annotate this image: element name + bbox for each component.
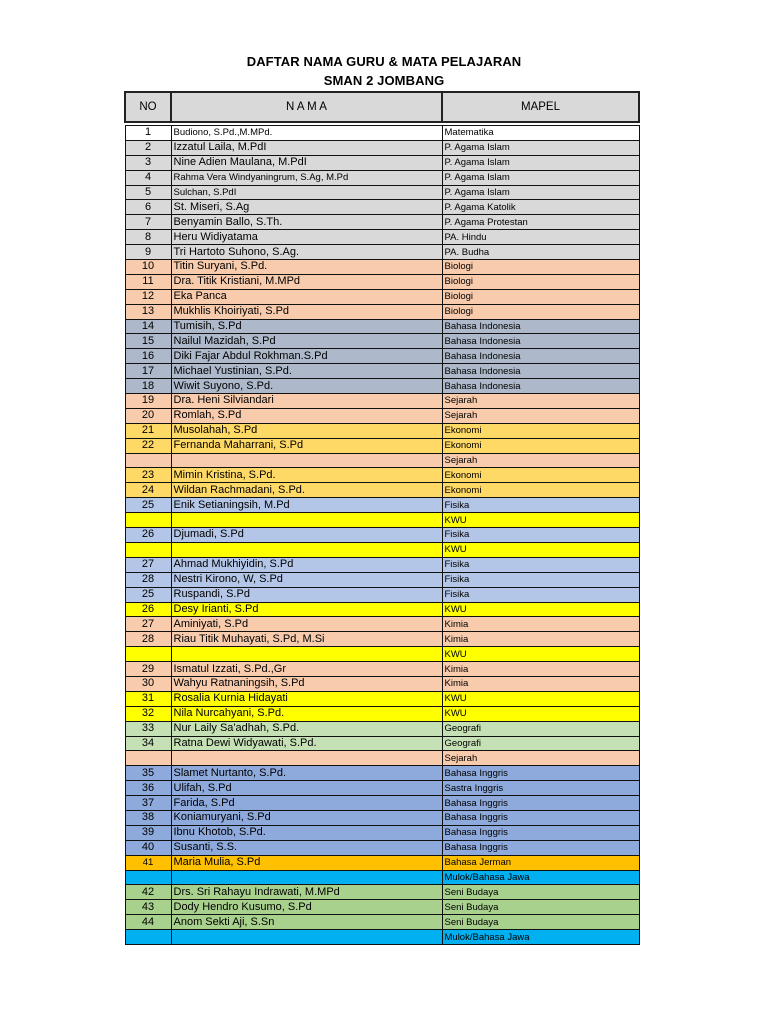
row-mapel: P. Agama Protestan [442,215,639,230]
row-no: 31 [125,691,171,706]
row-mapel: Fisika [442,557,639,572]
row-nama: Heru Widiyatama [171,230,442,245]
row-no: 22 [125,438,171,453]
row-nama: Fernanda Maharrani, S.Pd [171,438,442,453]
table-row [125,572,639,587]
table-row [125,260,639,275]
row-mapel: KWU [442,691,639,706]
row-no: 36 [125,781,171,796]
row-mapel: Biologi [442,274,639,289]
row-nama: Dra. Heni Silviandari [171,394,442,409]
table-row [125,706,639,721]
row-nama: Susanti, S.S. [171,840,442,855]
table-row [125,885,639,900]
row-no: 9 [125,245,171,260]
row-nama: Ahmad Mukhiyidin, S.Pd [171,557,442,572]
row-nama: Izzatul Laila, M.PdI [171,140,442,155]
row-mapel: KWU [442,513,639,528]
row-no: 35 [125,766,171,781]
row-mapel: Fisika [442,587,639,602]
table-row [125,483,639,498]
row-mapel: Bahasa Inggris [442,766,639,781]
row-no: 2 [125,140,171,155]
row-nama: Desy Irianti, S.Pd [171,602,442,617]
row-mapel: Matematika [442,126,639,141]
row-mapel: KWU [442,706,639,721]
table-row [125,364,639,379]
table-row [125,632,639,647]
row-mapel: PA. Budha [442,245,639,260]
row-no: 37 [125,796,171,811]
row-nama: Titin Suryani, S.Pd. [171,260,442,275]
header-nama: N A M A [171,92,442,122]
row-nama: Koniamuryani, S.Pd [171,810,442,825]
row-nama: Sulchan, S.PdI [171,185,442,200]
table-row [125,245,639,260]
table-row [125,289,639,304]
row-nama: St. Miseri, S.Ag [171,200,442,215]
row-nama: Musolahah, S.Pd [171,423,442,438]
row-no: 17 [125,364,171,379]
table-row [125,334,639,349]
table-row [125,930,639,945]
row-mapel: Seni Budaya [442,900,639,915]
row-no: 4 [125,170,171,185]
row-no: 27 [125,557,171,572]
row-mapel: PA. Hindu [442,230,639,245]
table-row [125,915,639,930]
row-nama: Enik Setianingsih, M.Pd [171,498,442,513]
row-nama: Budiono, S.Pd.,M.MPd. [171,126,442,141]
table-row [125,215,639,230]
table-row [125,126,639,141]
row-mapel: Bahasa Inggris [442,840,639,855]
row-mapel: Bahasa Indonesia [442,334,639,349]
row-no: 23 [125,468,171,483]
table-row [125,155,639,170]
row-no: 13 [125,304,171,319]
table-row [125,319,639,334]
table-row [125,349,639,364]
row-nama: Tri Hartoto Suhono, S.Ag. [171,245,442,260]
table-row [125,796,639,811]
row-nama: Djumadi, S.Pd [171,528,442,543]
row-mapel: Kimia [442,662,639,677]
row-no [125,751,171,766]
row-no: 32 [125,706,171,721]
row-no: 39 [125,825,171,840]
row-no: 15 [125,334,171,349]
row-mapel: Biologi [442,260,639,275]
table-row [125,230,639,245]
table-row [125,691,639,706]
row-no: 3 [125,155,171,170]
table-row [125,602,639,617]
row-no: 18 [125,379,171,394]
row-no: 34 [125,736,171,751]
row-no: 16 [125,349,171,364]
table-row [125,528,639,543]
row-mapel: Geografi [442,721,639,736]
row-nama: Nine Adien Maulana, M.PdI [171,155,442,170]
row-mapel: Ekonomi [442,483,639,498]
row-nama: Ruspandi, S.Pd [171,587,442,602]
row-no: 27 [125,617,171,632]
row-mapel: Ekonomi [442,423,639,438]
row-no: 43 [125,900,171,915]
table-row [125,736,639,751]
row-nama: Eka Panca [171,289,442,304]
row-mapel: Mulok/Bahasa Jawa [442,870,639,885]
row-nama: Farida, S.Pd [171,796,442,811]
row-nama: Diki Fajar Abdul Rokhman.S.Pd [171,349,442,364]
table-row [125,810,639,825]
row-nama: Nestri Kirono, W, S.Pd [171,572,442,587]
row-nama: Dody Hendro Kusumo, S.Pd [171,900,442,915]
table-row [125,408,639,423]
row-nama: Wahyu Ratnaningsih, S.Pd [171,676,442,691]
row-nama: Ibnu Khotob, S.Pd. [171,825,442,840]
row-mapel: Bahasa Indonesia [442,319,639,334]
row-no: 8 [125,230,171,245]
table-row [125,438,639,453]
row-no: 26 [125,602,171,617]
table-row [125,394,639,409]
row-nama [171,870,442,885]
row-no [125,930,171,945]
row-no: 40 [125,840,171,855]
table-row [125,423,639,438]
row-mapel: Ekonomi [442,468,639,483]
row-no: 28 [125,572,171,587]
row-no: 28 [125,632,171,647]
row-mapel: Sejarah [442,394,639,409]
table-row [125,751,639,766]
row-nama [171,930,442,945]
table-row [125,721,639,736]
table-row [125,676,639,691]
row-no: 29 [125,662,171,677]
row-nama: Maria Mulia, S.Pd [171,855,442,870]
table-row [125,647,639,662]
row-mapel: Mulok/Bahasa Jawa [442,930,639,945]
row-nama: Rosalia Kurnia Hidayati [171,691,442,706]
row-mapel: KWU [442,602,639,617]
row-no: 33 [125,721,171,736]
row-nama: Rahma Vera Windyaningrum, S.Ag, M.Pd [171,170,442,185]
table-row [125,781,639,796]
table-row [125,662,639,677]
table-row [125,453,639,468]
row-mapel: Bahasa Indonesia [442,364,639,379]
table-row [125,140,639,155]
table-row [125,513,639,528]
table-header-row [125,92,639,122]
row-no: 41 [125,855,171,870]
row-no [125,870,171,885]
row-mapel: Geografi [442,736,639,751]
row-mapel: KWU [442,542,639,557]
row-nama: Wildan Rachmadani, S.Pd. [171,483,442,498]
row-no: 7 [125,215,171,230]
row-mapel: Bahasa Inggris [442,810,639,825]
row-no: 25 [125,587,171,602]
table-row [125,557,639,572]
row-nama [171,542,442,557]
row-mapel: Bahasa Indonesia [442,379,639,394]
row-no: 11 [125,274,171,289]
row-mapel: Fisika [442,572,639,587]
row-mapel: P. Agama Katolik [442,200,639,215]
row-nama: Ismatul Izzati, S.Pd.,Gr [171,662,442,677]
row-nama: Mukhlis Khoiriyati, S.Pd [171,304,442,319]
row-no: 26 [125,528,171,543]
row-no: 25 [125,498,171,513]
table-row [125,468,639,483]
header-mapel: MAPEL [442,92,639,122]
row-no [125,453,171,468]
table-row [125,766,639,781]
row-no [125,513,171,528]
row-nama: Riau Titik Muhayati, S.Pd, M.Si [171,632,442,647]
row-nama [171,751,442,766]
row-mapel: Kimia [442,617,639,632]
table-row [125,200,639,215]
row-mapel: KWU [442,647,639,662]
row-mapel: Sejarah [442,453,639,468]
table-row [125,855,639,870]
row-mapel: P. Agama Islam [442,155,639,170]
row-no: 21 [125,423,171,438]
row-nama: Tumisih, S.Pd [171,319,442,334]
table-row [125,274,639,289]
row-nama [171,453,442,468]
row-mapel: P. Agama Islam [442,140,639,155]
row-no: 30 [125,676,171,691]
table-row [125,587,639,602]
row-mapel: Kimia [442,676,639,691]
row-mapel: Sejarah [442,408,639,423]
header-no: NO [125,92,171,122]
table-row [125,379,639,394]
row-nama [171,513,442,528]
row-mapel: Bahasa Inggris [442,825,639,840]
row-no: 19 [125,394,171,409]
table-row [125,617,639,632]
row-no: 44 [125,915,171,930]
row-no: 1 [125,126,171,141]
row-nama: Michael Yustinian, S.Pd. [171,364,442,379]
row-nama: Nailul Mazidah, S.Pd [171,334,442,349]
table-row [125,900,639,915]
row-no: 12 [125,289,171,304]
row-mapel: Biologi [442,304,639,319]
row-mapel: Bahasa Jerman [442,855,639,870]
row-nama: Benyamin Ballo, S.Th. [171,215,442,230]
row-mapel: Bahasa Inggris [442,796,639,811]
row-nama: Mimin Kristina, S.Pd. [171,468,442,483]
row-no: 24 [125,483,171,498]
table-row [125,542,639,557]
row-no: 20 [125,408,171,423]
table-row [125,840,639,855]
table-row [125,304,639,319]
table-row [125,825,639,840]
table-row [125,185,639,200]
row-mapel: Fisika [442,498,639,513]
row-nama: Dra. Titik Kristiani, M.MPd [171,274,442,289]
teacher-table [124,91,640,945]
row-no: 38 [125,810,171,825]
row-mapel: Fisika [442,528,639,543]
row-mapel: Sejarah [442,751,639,766]
row-nama: Ulifah, S.Pd [171,781,442,796]
row-nama: Nila Nurcahyani, S.Pd. [171,706,442,721]
row-no: 42 [125,885,171,900]
row-nama [171,647,442,662]
row-no: 5 [125,185,171,200]
row-mapel: P. Agama Islam [442,170,639,185]
row-mapel: Biologi [442,289,639,304]
row-no: 14 [125,319,171,334]
row-nama: Wiwit Suyono, S.Pd. [171,379,442,394]
table-row [125,170,639,185]
row-nama: Aminiyati, S.Pd [171,617,442,632]
row-mapel: Seni Budaya [442,915,639,930]
table-row [125,498,639,513]
row-nama: Anom Sekti Aji, S.Sn [171,915,442,930]
row-mapel: Ekonomi [442,438,639,453]
row-no [125,647,171,662]
row-mapel: Kimia [442,632,639,647]
row-mapel: Sastra Inggris [442,781,639,796]
row-nama: Ratna Dewi Widyawati, S.Pd. [171,736,442,751]
row-nama: Slamet Nurtanto, S.Pd. [171,766,442,781]
row-no: 6 [125,200,171,215]
row-nama: Romlah, S.Pd [171,408,442,423]
school-name: SMAN 2 JOMBANG [323,73,445,88]
row-mapel: Bahasa Indonesia [442,349,639,364]
document-title: DAFTAR NAMA GURU & MATA PELAJARAN [246,54,522,69]
row-no [125,542,171,557]
table-row [125,870,639,885]
row-nama: Drs. Sri Rahayu Indrawati, M.MPd [171,885,442,900]
row-mapel: P. Agama Islam [442,185,639,200]
row-nama: Nur Laily Sa'adhah, S.Pd. [171,721,442,736]
row-mapel: Seni Budaya [442,885,639,900]
row-no: 10 [125,260,171,275]
